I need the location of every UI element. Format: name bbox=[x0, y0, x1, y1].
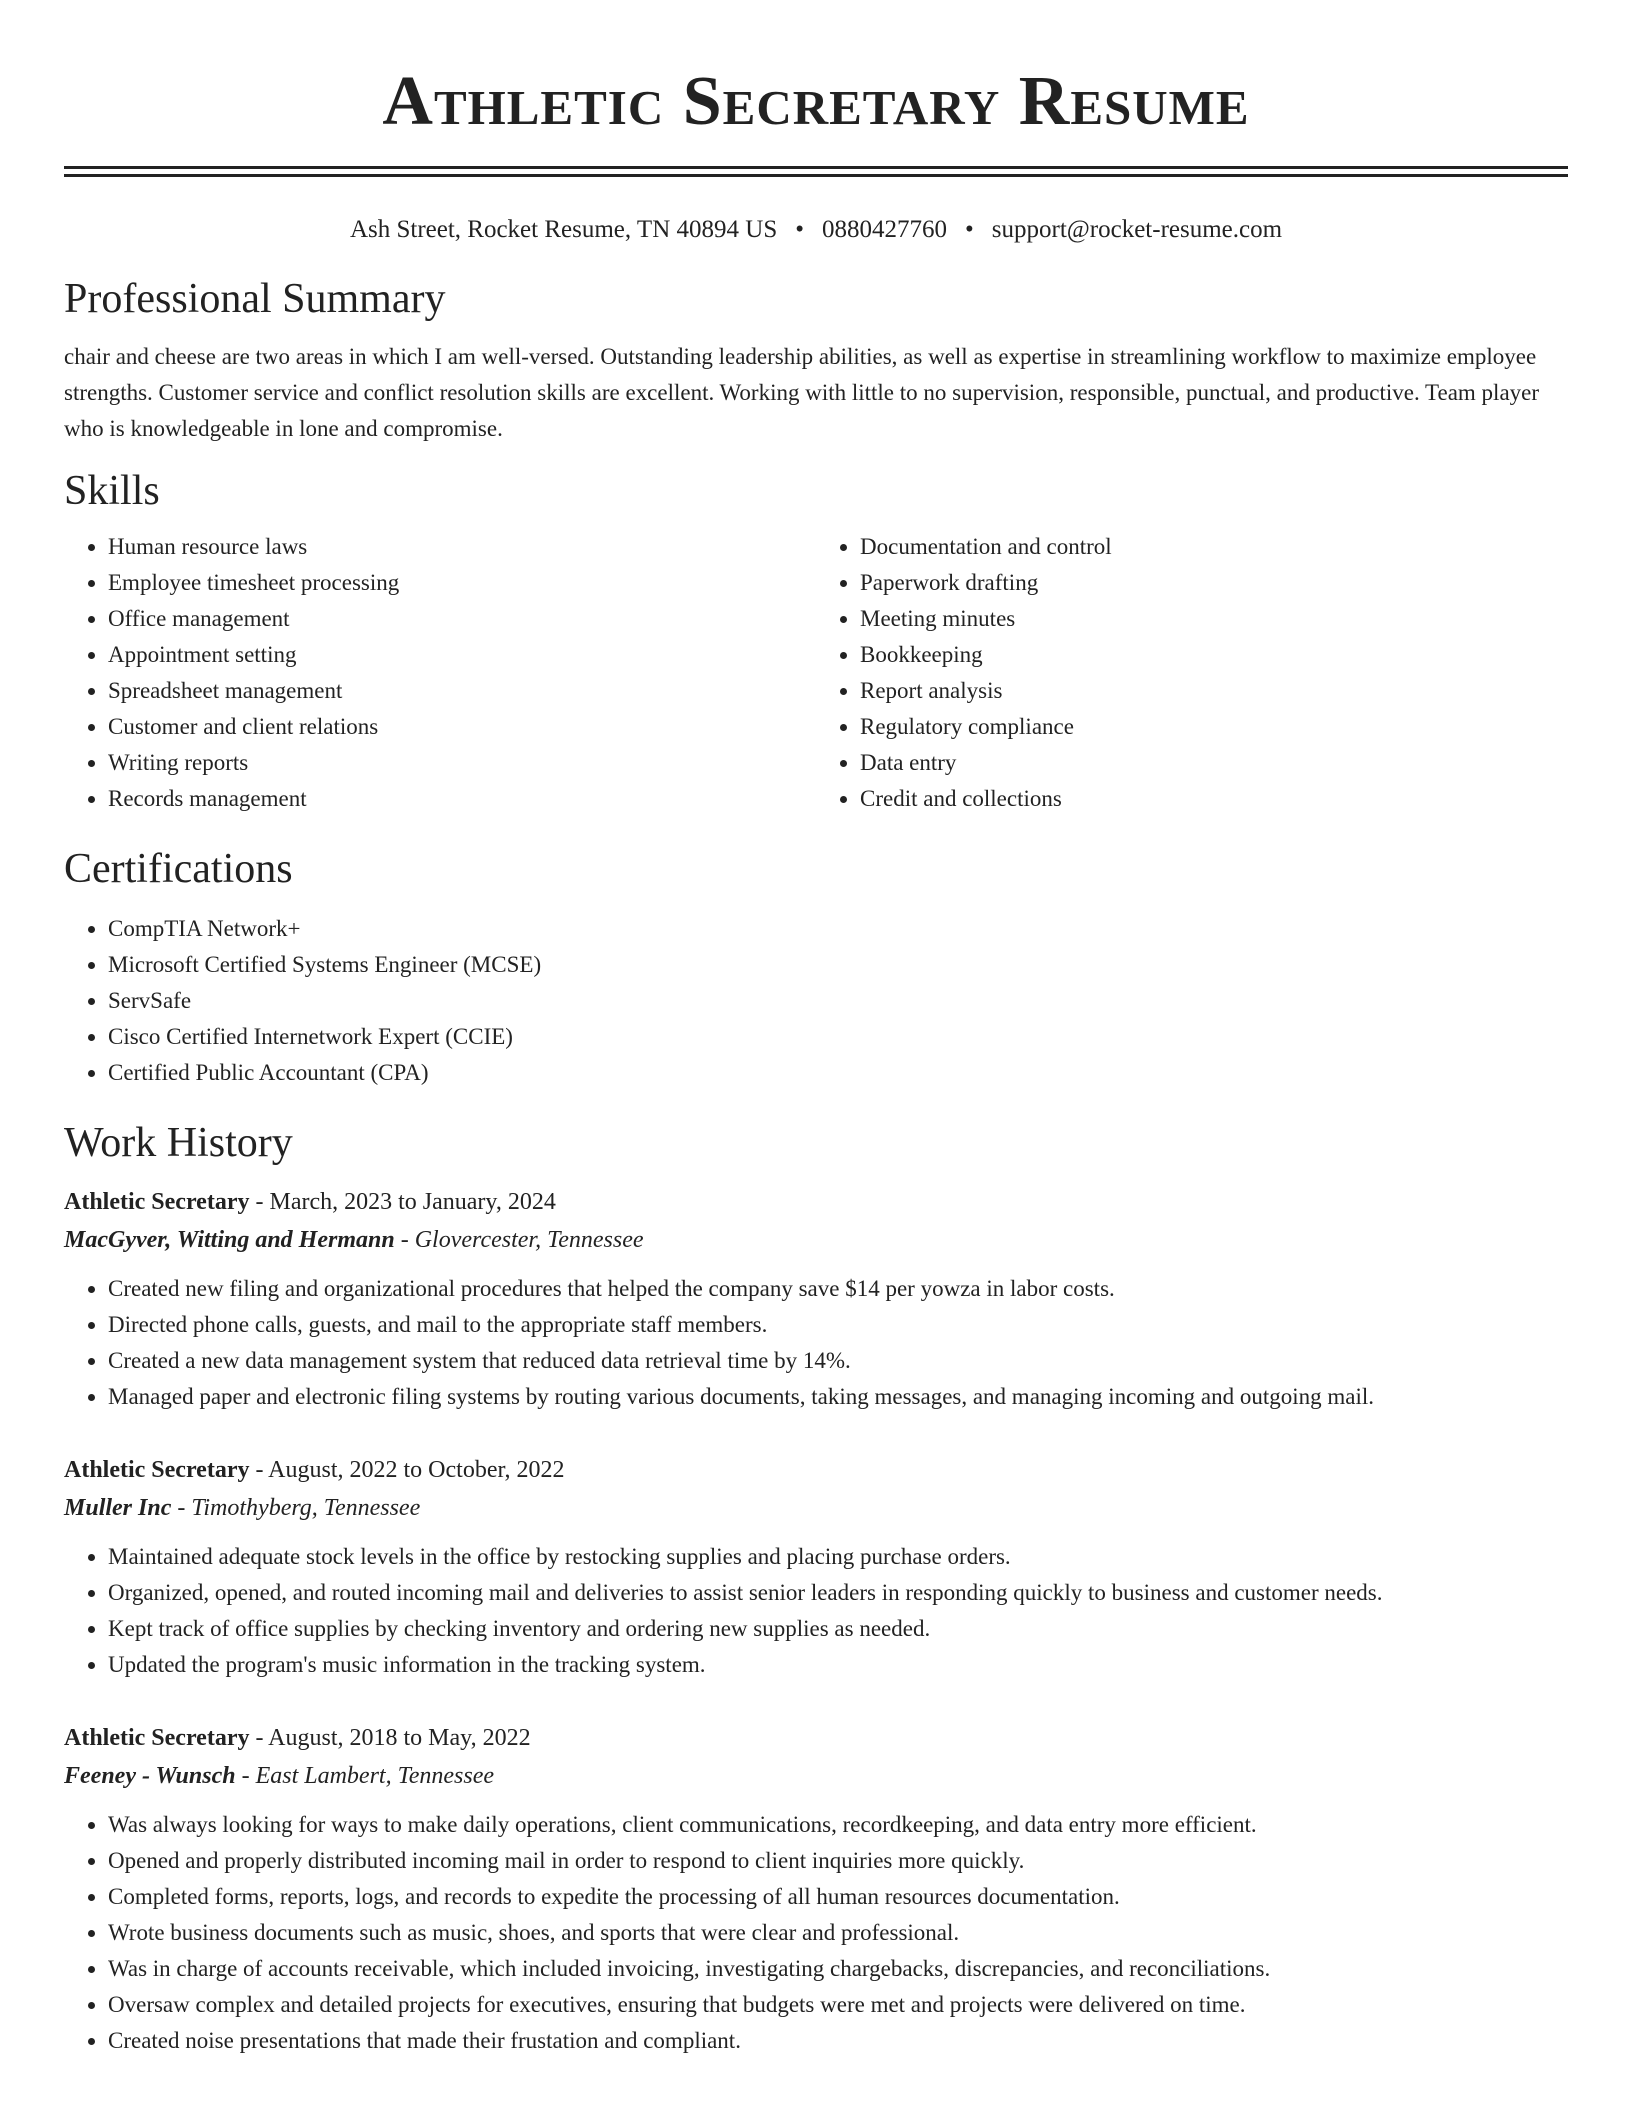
job-dates: - March, 2023 to January, 2024 bbox=[255, 1189, 556, 1215]
summary-text: chair and cheese are two areas in which I am well-versed. Outstanding leadership abilities, as well as expertise in streamlining workflow to maximize employee strengths. Customer service and conflict resolution skills are excellent. Working with little to no supervision, responsible, punctual, and productive. Team player who is knowledgeable in lone and compromise. bbox=[64, 344, 1540, 441]
skill-item: • Appointment setting bbox=[108, 637, 816, 673]
job-location: - East Lambert, Tennessee bbox=[241, 1763, 495, 1789]
job-company: Feeney - Wunsch bbox=[64, 1763, 236, 1789]
job-bullet: • Directed phone calls, guests, and mail to the appropriate staff members. bbox=[108, 1307, 1568, 1343]
job-bullet: • Created new filing and organizational procedures that helped the company save $14 per yowza in labor costs. bbox=[108, 1271, 1568, 1307]
contact-separator: • bbox=[795, 216, 804, 243]
skill-item: • Employee timesheet processing bbox=[108, 565, 816, 601]
job-dates: - August, 2018 to May, 2022 bbox=[255, 1725, 531, 1751]
skills-right-list bbox=[816, 529, 1568, 817]
job-company: Muller Inc bbox=[64, 1495, 172, 1521]
job-bullet: • Completed forms, reports, logs, and records to expedite the processing of all human resources documentation. bbox=[108, 1879, 1568, 1915]
job-company-line bbox=[64, 1221, 1568, 1259]
job-location: - Timothyberg, Tennessee bbox=[177, 1495, 421, 1521]
job-title-line bbox=[64, 1451, 1568, 1489]
skills-heading: Skills bbox=[64, 468, 160, 514]
certification-item: • Cisco Certified Internetwork Expert (CCIE) bbox=[108, 1019, 1568, 1055]
skill-item: • Office management bbox=[108, 601, 816, 637]
job-title-line bbox=[64, 1183, 1568, 1221]
skill-item: • Customer and client relations bbox=[108, 709, 816, 745]
job-role: Athletic Secretary bbox=[64, 1725, 250, 1751]
job-bullet: • Oversaw complex and detailed projects for executives, ensuring that budgets were met and projects were delivered on time. bbox=[108, 1987, 1568, 2023]
skill-item: • Records management bbox=[108, 781, 816, 817]
summary-heading: Professional Summary bbox=[64, 276, 446, 322]
job-entry bbox=[64, 1183, 1568, 1415]
skill-item: • Writing reports bbox=[108, 745, 816, 781]
work-history-heading: Work History bbox=[64, 1120, 293, 1166]
job-bullet: • Created a new data management system that reduced data retrieval time by 14%. bbox=[108, 1343, 1568, 1379]
job-bullet: • Maintained adequate stock levels in the office by restocking supplies and placing purchase orders. bbox=[108, 1539, 1568, 1575]
contact-separator: • bbox=[965, 216, 974, 243]
job-location: - Glovercester, Tennessee bbox=[400, 1227, 644, 1253]
skills-left-list bbox=[64, 529, 816, 817]
job-bullet: • Organized, opened, and routed incoming mail and deliveries to assist senior leaders in responding quickly to business and customer needs. bbox=[108, 1575, 1568, 1611]
certification-item: • Certified Public Accountant (CPA) bbox=[108, 1055, 1568, 1091]
job-entry bbox=[64, 1719, 1568, 2059]
certifications-heading: Certifications bbox=[64, 846, 293, 892]
job-bullets bbox=[64, 1271, 1568, 1415]
job-bullet: • Was always looking for ways to make daily operations, client communications, recordkeeping, and data entry more efficient. bbox=[108, 1807, 1568, 1843]
job-bullet: • Created noise presentations that made their frustation and compliant. bbox=[108, 2023, 1568, 2059]
job-company-line bbox=[64, 1489, 1568, 1527]
skill-item: • Meeting minutes bbox=[860, 601, 1568, 637]
job-company: MacGyver, Witting and Hermann bbox=[64, 1227, 395, 1253]
job-bullet: • Kept track of office supplies by checking inventory and ordering new supplies as needed. bbox=[108, 1611, 1568, 1647]
job-dates: - August, 2022 to October, 2022 bbox=[255, 1457, 565, 1483]
skill-item: • Paperwork drafting bbox=[860, 565, 1568, 601]
skill-item: • Human resource laws bbox=[108, 529, 816, 565]
skill-item: • Regulatory compliance bbox=[860, 709, 1568, 745]
job-bullets bbox=[64, 1807, 1568, 2059]
certification-item: • ServSafe bbox=[108, 983, 1568, 1019]
certification-item: • CompTIA Network+ bbox=[108, 911, 1568, 947]
skills-columns bbox=[64, 529, 1568, 817]
job-entry bbox=[64, 1451, 1568, 1683]
skill-item: • Data entry bbox=[860, 745, 1568, 781]
contact-line bbox=[64, 213, 1568, 247]
skill-item: • Documentation and control bbox=[860, 529, 1568, 565]
skill-item: • Credit and collections bbox=[860, 781, 1568, 817]
title-divider bbox=[64, 166, 1568, 177]
contact-phone: 0880427760 bbox=[822, 216, 947, 243]
job-bullet: • Updated the program's music information in the tracking system. bbox=[108, 1647, 1568, 1683]
skill-item: • Bookkeeping bbox=[860, 637, 1568, 673]
job-bullet: • Wrote business documents such as music, shoes, and sports that were clear and professional. bbox=[108, 1915, 1568, 1951]
certification-item: • Microsoft Certified Systems Engineer (MCSE) bbox=[108, 947, 1568, 983]
job-title-line bbox=[64, 1719, 1568, 1757]
job-bullet: • Opened and properly distributed incoming mail in order to respond to client inquiries more quickly. bbox=[108, 1843, 1568, 1879]
contact-address: Ash Street, Rocket Resume, TN 40894 US bbox=[349, 216, 778, 243]
job-bullet: • Managed paper and electronic filing systems by routing various documents, taking messages, and managing incoming and outgoing mail. bbox=[108, 1379, 1568, 1415]
job-role: Athletic Secretary bbox=[64, 1189, 250, 1215]
certifications-list bbox=[64, 911, 1568, 1091]
job-bullets bbox=[64, 1539, 1568, 1683]
contact-email: support@rocket-resume.com bbox=[991, 216, 1283, 243]
job-company-line bbox=[64, 1757, 1568, 1795]
job-role: Athletic Secretary bbox=[64, 1457, 250, 1483]
job-bullet: • Was in charge of accounts receivable, which included invoicing, investigating chargebacks, discrepancies, and reconciliations. bbox=[108, 1951, 1568, 1987]
skill-item: • Spreadsheet management bbox=[108, 673, 816, 709]
resume-title: Athletic Secretary Resume bbox=[382, 63, 1250, 140]
skill-item: • Report analysis bbox=[860, 673, 1568, 709]
